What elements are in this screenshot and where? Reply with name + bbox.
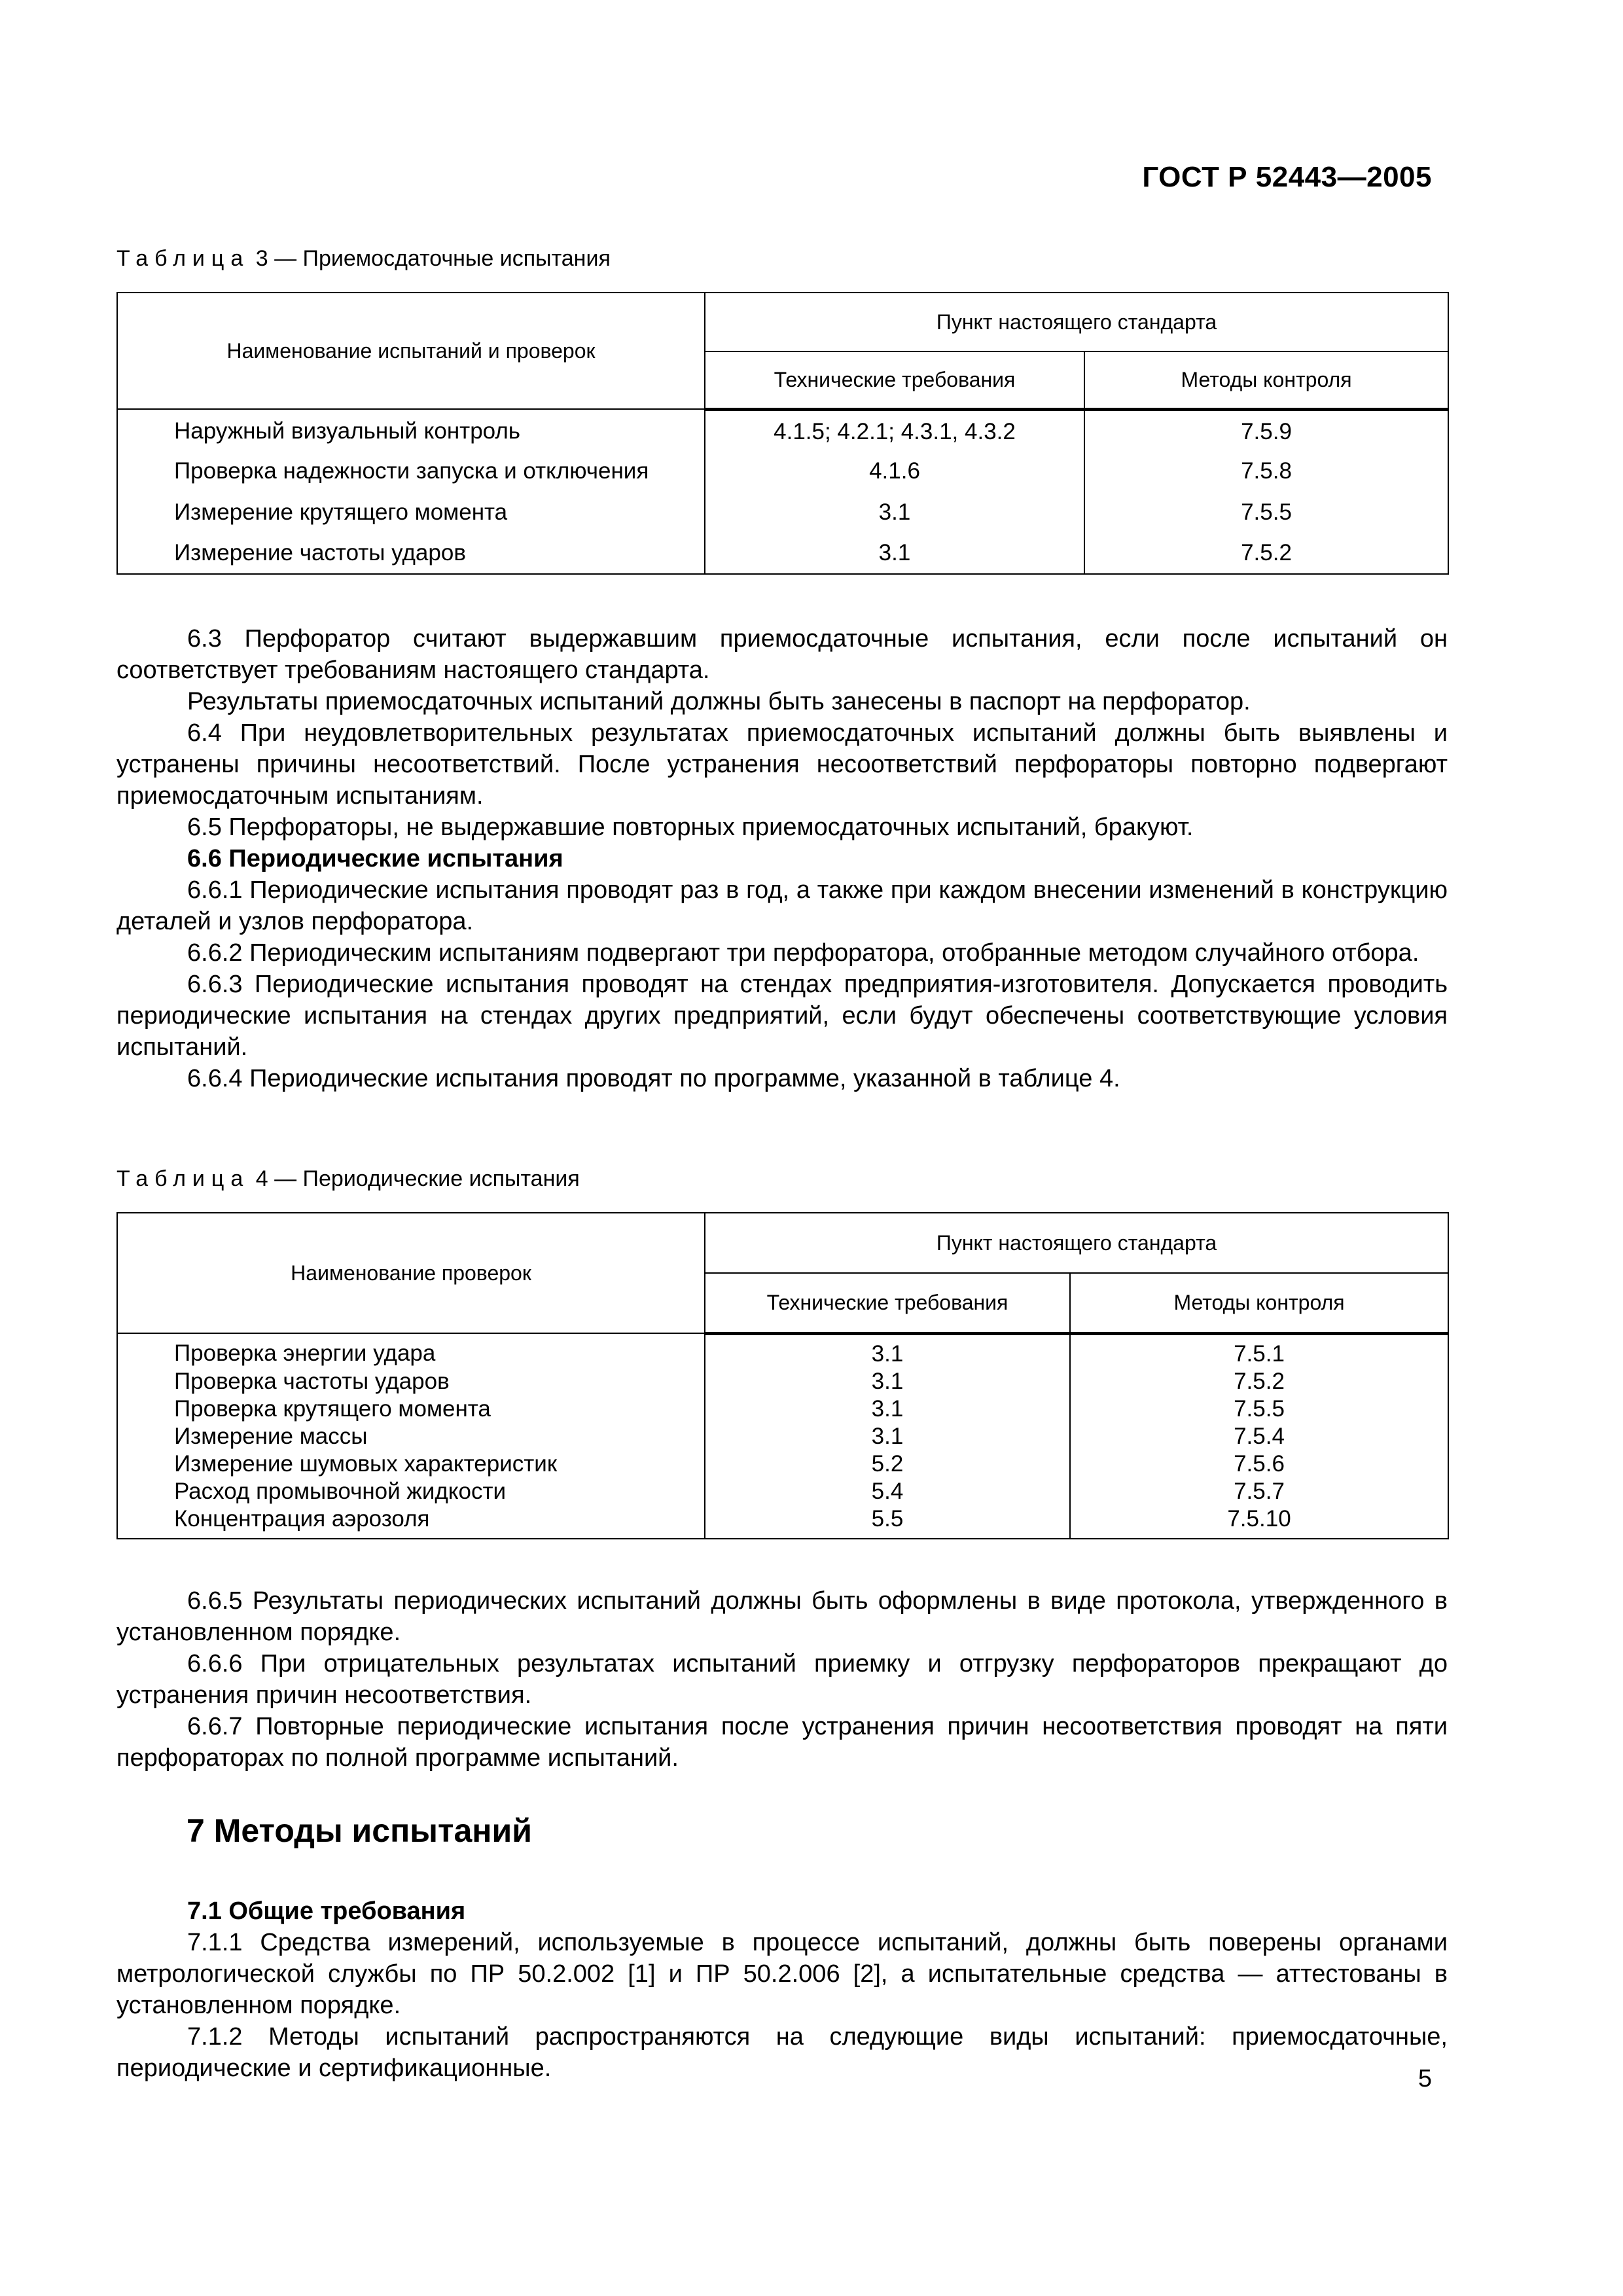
paragraph: 6.6.7 Повторные периодические испытания после устранения причин несоответствия проводят на пяти перфораторах по полной программе испытаний. xyxy=(116,1713,1448,1772)
cell-ctrl: 7.5.10 xyxy=(1070,1505,1448,1539)
table-row xyxy=(117,1368,1448,1395)
cell-ctrl: 7.5.4 xyxy=(1070,1423,1448,1450)
cell-ctrl: 7.5.9 xyxy=(1084,409,1448,450)
cell-name: Измерение крутящего момента xyxy=(117,492,705,533)
table3-caption-label: Таблица xyxy=(116,246,250,271)
paragraph: 6.6.5 Результаты периодических испытаний должны быть оформлены в виде протокола, утвержденного в установленном порядке. xyxy=(116,1587,1448,1646)
cell-ctrl: 7.5.5 xyxy=(1070,1395,1448,1423)
cell-req: 3.1 xyxy=(705,1423,1070,1450)
table-row xyxy=(117,1450,1448,1478)
text-block-2 xyxy=(116,1585,1448,1774)
table4-header-name: Наименование проверок xyxy=(117,1213,705,1333)
cell-name: Проверка энергии удара xyxy=(117,1333,705,1368)
cell-ctrl: 7.5.6 xyxy=(1070,1450,1448,1478)
cell-req: 5.4 xyxy=(705,1478,1070,1505)
table-row xyxy=(117,450,1448,492)
document-header: ГОСТ Р 52443—2005 xyxy=(1142,161,1432,193)
table4-caption xyxy=(116,1166,580,1192)
paragraph: 6.6.4 Периодические испытания проводят по программе, указанной в таблице 4. xyxy=(187,1065,1120,1092)
table-row xyxy=(117,409,1448,450)
cell-req: 3.1 xyxy=(705,1395,1070,1423)
section-title: 7 Методы испытаний xyxy=(187,1812,532,1849)
cell-name: Измерение частоты ударов xyxy=(117,533,705,574)
table4-caption-text: 4 — Периодические испытания xyxy=(249,1166,580,1191)
paragraph: Результаты приемосдаточных испытаний должны быть занесены в паспорт на перфоратор. xyxy=(187,688,1251,715)
subsection-heading: 7.1 Общие требования xyxy=(187,1897,466,1925)
table4-header-ctrl: Методы контроля xyxy=(1070,1273,1448,1333)
table4-header-req: Технические требования xyxy=(705,1273,1070,1333)
cell-name: Расход промывочной жидкости xyxy=(117,1478,705,1505)
paragraph: 6.4 При неудовлетворительных результатах приемосдаточных испытаний должны быть выявлены и устранены причины несоответствий. После устранения несоответствий перфораторы повторно подвергают приемосдаточным испытаниям. xyxy=(116,719,1448,810)
cell-ctrl: 7.5.5 xyxy=(1084,492,1448,533)
cell-req: 3.1 xyxy=(705,533,1084,574)
cell-req: 3.1 xyxy=(705,492,1084,533)
table3-header-group: Пункт настоящего стандарта xyxy=(705,293,1448,351)
table4 xyxy=(116,1212,1449,1539)
text-block-1 xyxy=(116,623,1448,1094)
cell-ctrl: 7.5.8 xyxy=(1084,450,1448,492)
table-row xyxy=(117,1395,1448,1423)
cell-name: Наружный визуальный контроль xyxy=(117,409,705,450)
cell-name: Измерение массы xyxy=(117,1423,705,1450)
cell-name: Концентрация аэрозоля xyxy=(117,1505,705,1539)
cell-ctrl: 7.5.2 xyxy=(1084,533,1448,574)
paragraph: 6.6.1 Периодические испытания проводят раз в год, а также при каждом внесении изменений в конструкцию деталей и узлов перфоратора. xyxy=(116,876,1448,935)
table3-header-name: Наименование испытаний и проверок xyxy=(117,293,705,409)
table3 xyxy=(116,292,1449,575)
paragraph: 6.6.3 Периодические испытания проводят на стендах предприятия-изготовителя. Допускается проводить периодические испытания на стендах других предприятий, если будут обеспечены соответствующие условия испытаний. xyxy=(116,971,1448,1061)
table3-caption-text: 3 — Приемосдаточные испытания xyxy=(249,246,611,271)
table3-header-ctrl: Методы контроля xyxy=(1084,351,1448,409)
paragraph: 6.3 Перфоратор считают выдержавшим приемосдаточные испытания, если после испытаний он соответствует требованиям настоящего стандарта. xyxy=(116,625,1448,684)
cell-ctrl: 7.5.1 xyxy=(1070,1333,1448,1368)
table-row xyxy=(117,492,1448,533)
table-row xyxy=(117,533,1448,574)
cell-ctrl: 7.5.2 xyxy=(1070,1368,1448,1395)
cell-req: 3.1 xyxy=(705,1368,1070,1395)
paragraph: 6.6.2 Периодическим испытаниям подвергают три перфоратора, отобранные методом случайного отбора. xyxy=(187,939,1419,967)
table4-header-group: Пункт настоящего стандарта xyxy=(705,1213,1448,1273)
cell-name: Проверка частоты ударов xyxy=(117,1368,705,1395)
cell-req: 5.5 xyxy=(705,1505,1070,1539)
table-row xyxy=(117,1478,1448,1505)
paragraph: 6.5 Перфораторы, не выдержавшие повторных приемосдаточных испытаний, бракуют. xyxy=(187,814,1194,841)
paragraph: 7.1.2 Методы испытаний распространяются на следующие виды испытаний: приемосдаточные, периодические и сертификационные. xyxy=(116,2023,1448,2082)
cell-req: 5.2 xyxy=(705,1450,1070,1478)
table-row xyxy=(117,1423,1448,1450)
table3-caption xyxy=(116,246,611,272)
cell-name: Измерение шумовых характеристик xyxy=(117,1450,705,1478)
table-row xyxy=(117,1505,1448,1539)
page-number: 5 xyxy=(1418,2065,1432,2092)
subsection-heading: 6.6 Периодические испытания xyxy=(187,845,563,872)
cell-name: Проверка крутящего момента xyxy=(117,1395,705,1423)
cell-name: Проверка надежности запуска и отключения xyxy=(117,450,705,492)
table4-caption-label: Таблица xyxy=(116,1166,250,1191)
paragraph: 6.6.6 При отрицательных результатах испытаний приемку и отгрузку перфораторов прекращают до устранения причин несоответствия. xyxy=(116,1650,1448,1709)
text-block-3 xyxy=(116,1895,1448,2084)
table3-header-req: Технические требования xyxy=(705,351,1084,409)
table-row xyxy=(117,1333,1448,1368)
cell-ctrl: 7.5.7 xyxy=(1070,1478,1448,1505)
paragraph: 7.1.1 Средства измерений, используемые в процессе испытаний, должны быть поверены органами метрологической службы по ПР 50.2.002 [1] и ПР 50.2.006 [2], а испытательные средства — аттестованы в установленном порядке. xyxy=(116,1929,1448,2019)
cell-req: 4.1.6 xyxy=(705,450,1084,492)
cell-req: 4.1.5; 4.2.1; 4.3.1, 4.3.2 xyxy=(705,409,1084,450)
cell-req: 3.1 xyxy=(705,1333,1070,1368)
